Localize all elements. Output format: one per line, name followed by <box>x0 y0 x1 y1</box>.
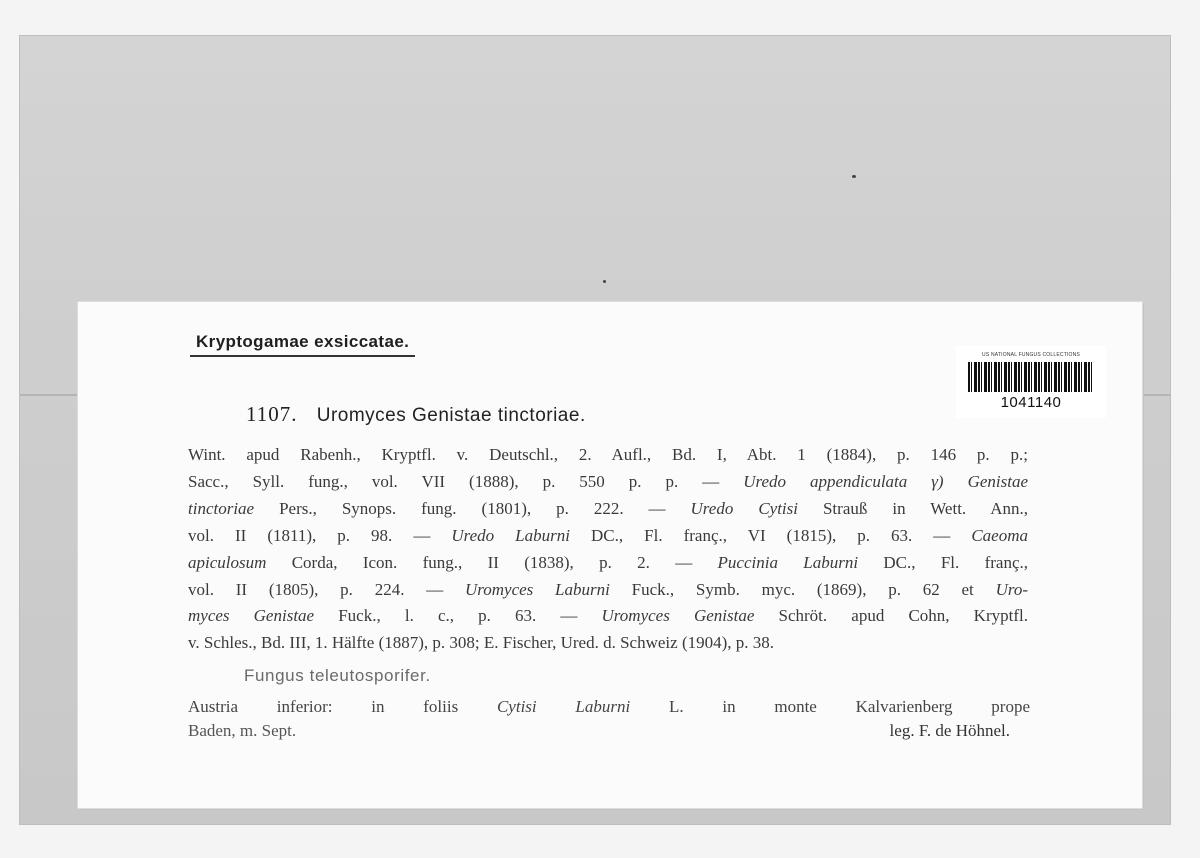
barcode-caption: US NATIONAL FUNGUS COLLECTIONS <box>982 352 1080 358</box>
collection-line <box>188 721 1030 748</box>
synonymy-line: vol. II (1805), p. 224. — Uromyces Laburni Fuck., Symb. myc. (1869), p. 62 et Uro- <box>188 579 1028 599</box>
synonymy-line: v. Schles., Bd. III, 1. Hälfte (1887), p. 308; E. Fischer, Ured. d. Schweiz (1904), p. 38. <box>188 633 775 653</box>
synonymy-paragraph <box>188 442 1028 657</box>
fungus-type: Fungus teleutosporifer. <box>244 666 431 685</box>
entry-number: 1107. <box>246 402 298 426</box>
collector-name: leg. F. de Höhnel. <box>889 720 1010 740</box>
collection-date: Baden, m. Sept. <box>188 720 297 740</box>
paper-speck <box>603 280 606 283</box>
specimen-label <box>78 302 1142 808</box>
barcode-icon <box>968 362 1094 392</box>
locality-paragraph <box>188 694 1030 748</box>
species-name: Uromyces Genistae tinctoriae. <box>316 405 586 426</box>
synonymy-line: myces Genistae Fuck., l. c., p. 63. — Uromyces Genistae Schröt. apud Cohn, Kryptfl. <box>188 606 1028 626</box>
synonymy-line: tinctoriae Pers., Synops. fung. (1801), p. 222. — Uredo Cytisi Strauß in Wett. Ann., <box>188 498 1028 518</box>
synonymy-line: apiculosum Corda, Icon. fung., II (1838), p. 2. — Puccinia Laburni DC., Fl. franç., <box>188 552 1028 572</box>
synonymy-line: Sacc., Syll. fung., vol. VII (1888), p. 550 p. p. — Uredo appendiculata γ) Genistae <box>188 471 1028 491</box>
barcode-number: 1041140 <box>1000 394 1062 411</box>
paper-speck <box>852 175 856 178</box>
locality-line: Austria inferior: in foliis Cytisi Laburni L. in monte Kalvarienberg prope <box>188 697 1030 716</box>
synonymy-line: vol. II (1811), p. 98. — Uredo Laburni DC., Fl. franç., VI (1815), p. 63. — Caeoma <box>188 525 1028 545</box>
synonymy-line: Wint. apud Rabenh., Kryptfl. v. Deutschl., 2. Aufl., Bd. I, Abt. 1 (1884), p. 146 p. p.; <box>188 445 1028 464</box>
series-title: Kryptogamae exsiccatae. <box>190 332 415 357</box>
entry-heading <box>246 402 586 427</box>
barcode-label <box>956 346 1106 418</box>
